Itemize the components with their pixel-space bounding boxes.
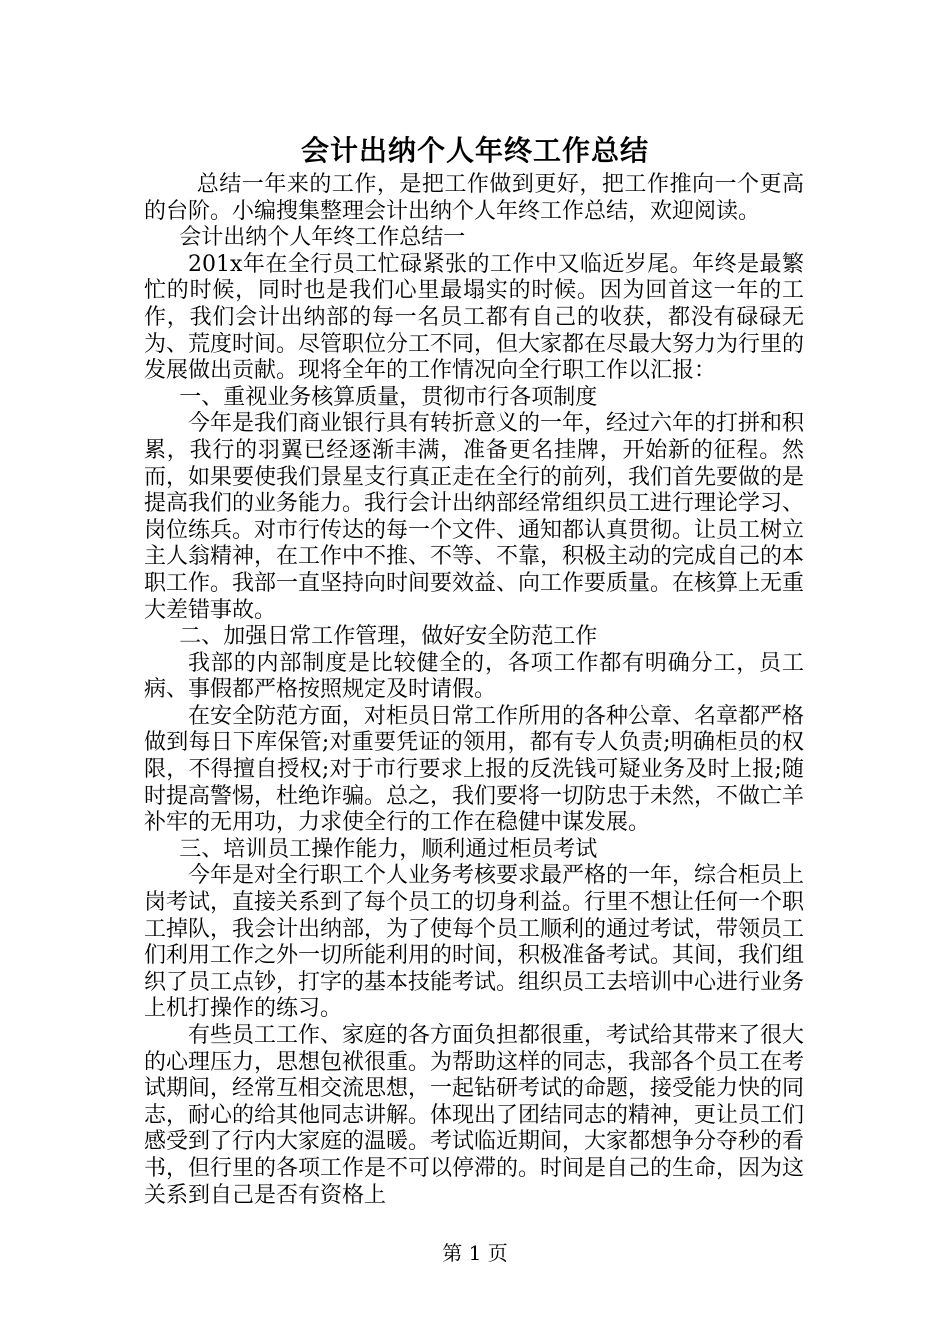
subtitle-summary-one: 会计出纳个人年终工作总结一 xyxy=(179,225,466,251)
page-number: 第 1 页 xyxy=(442,1241,508,1265)
body-paragraph: 今年是我们商业银行具有转折意义的一年，经过六年的打拼和积累，我行的羽翼已经逐渐丰满，准备更名挂牌，开始新的征程。然而，如果要使我们景星支行真正走在全行的前列，我们首先要做的是提高我们的业务能力。我行会计出纳部经常组织员工进行理论学习、岗位练兵。对市行传达的每一个文件、通知都认真贯彻。让员工树立主人翁精神，在工作中不推、不等、不靠，积极主动的完成自己的本职工作。我部一直坚持向时间要效益、向工作要质量。在核算上无重大差错事故。 xyxy=(144,411,805,623)
section-heading-2: 二、加强日常工作管理，做好安全防范工作 xyxy=(179,624,598,650)
document-body xyxy=(144,172,804,1209)
body-paragraph: 今年是对全行职工个人业务考核要求最严格的一年，综合柜员上岗考试，直接关系到了每个员工的切身利益。行里不想让任何一个职工掉队，我会计出纳部，为了使每个员工顺利的通过考试，带领员工们利用工作之外一切所能利用的时间，积极准备考试。其间，我们组织了员工点钞，打字的基本技能考试。组织员工去培训中心进行业务上机打操作的练习。 xyxy=(144,863,805,1022)
body-paragraph: 201x年在全行员工忙碌紧张的工作中又临近岁尾。年终是最繁忙的时候，同时也是我们心里最塌实的时候。因为回首这一年的工作，我们会计出纳部的每一名员工都有自己的收获，都没有碌碌无为、荒度时间。尽管职位分工不同，但大家都在尽最大努力为行里的发展做出贡献。现将全年的工作情况向全行职工作以汇报： xyxy=(144,251,805,384)
section-heading-3: 三、培训员工操作能力，顺利通过柜员考试 xyxy=(179,836,598,862)
body-paragraph: 在安全防范方面，对柜员日常工作所用的各种公章、名章都严格做到每日下库保管;对重要凭证的领用，都有专人负责;明确柜员的权限，不得擅自授权;对于市行要求上报的反洗钱可疑业务及时上报;随时提高警惕，杜绝诈骗。总之，我们要将一切防忠于未然，不做亡羊补牢的无用功，力求使全行的工作在稳健中谋发展。 xyxy=(144,703,805,836)
body-paragraph: 我部的内部制度是比较健全的，各项工作都有明确分工，员工病、事假都严格按照规定及时请假。 xyxy=(144,650,804,703)
body-paragraph: 有些员工工作、家庭的各方面负担都很重，考试给其带来了很大的心理压力，思想包袱很重。为帮助这样的同志，我部各个员工在考试期间，经常互相交流思想，一起钻研考试的命题，接受能力快的同志，耐心的给其他同志讲解。体现出了团结同志的精神，更让员工们感受到了行内大家庭的温暖。考试临近期间，大家都想争分夺秒的看书，但行里的各项工作是不可以停滞的。时间是自己的生命，因为这关系到自己是否有资格上 xyxy=(144,1023,805,1208)
document-title: 会计出纳个人年终工作总结 xyxy=(300,134,649,167)
intro-paragraph: 总结一年来的工作，是把工作做到更好，把工作推向一个更高的台阶。小编搜集整理会计出纳个人年终工作总结，欢迎阅读。 xyxy=(144,172,804,224)
section-heading-1: 一、重视业务核算质量，贯彻市行各项制度 xyxy=(179,384,598,410)
